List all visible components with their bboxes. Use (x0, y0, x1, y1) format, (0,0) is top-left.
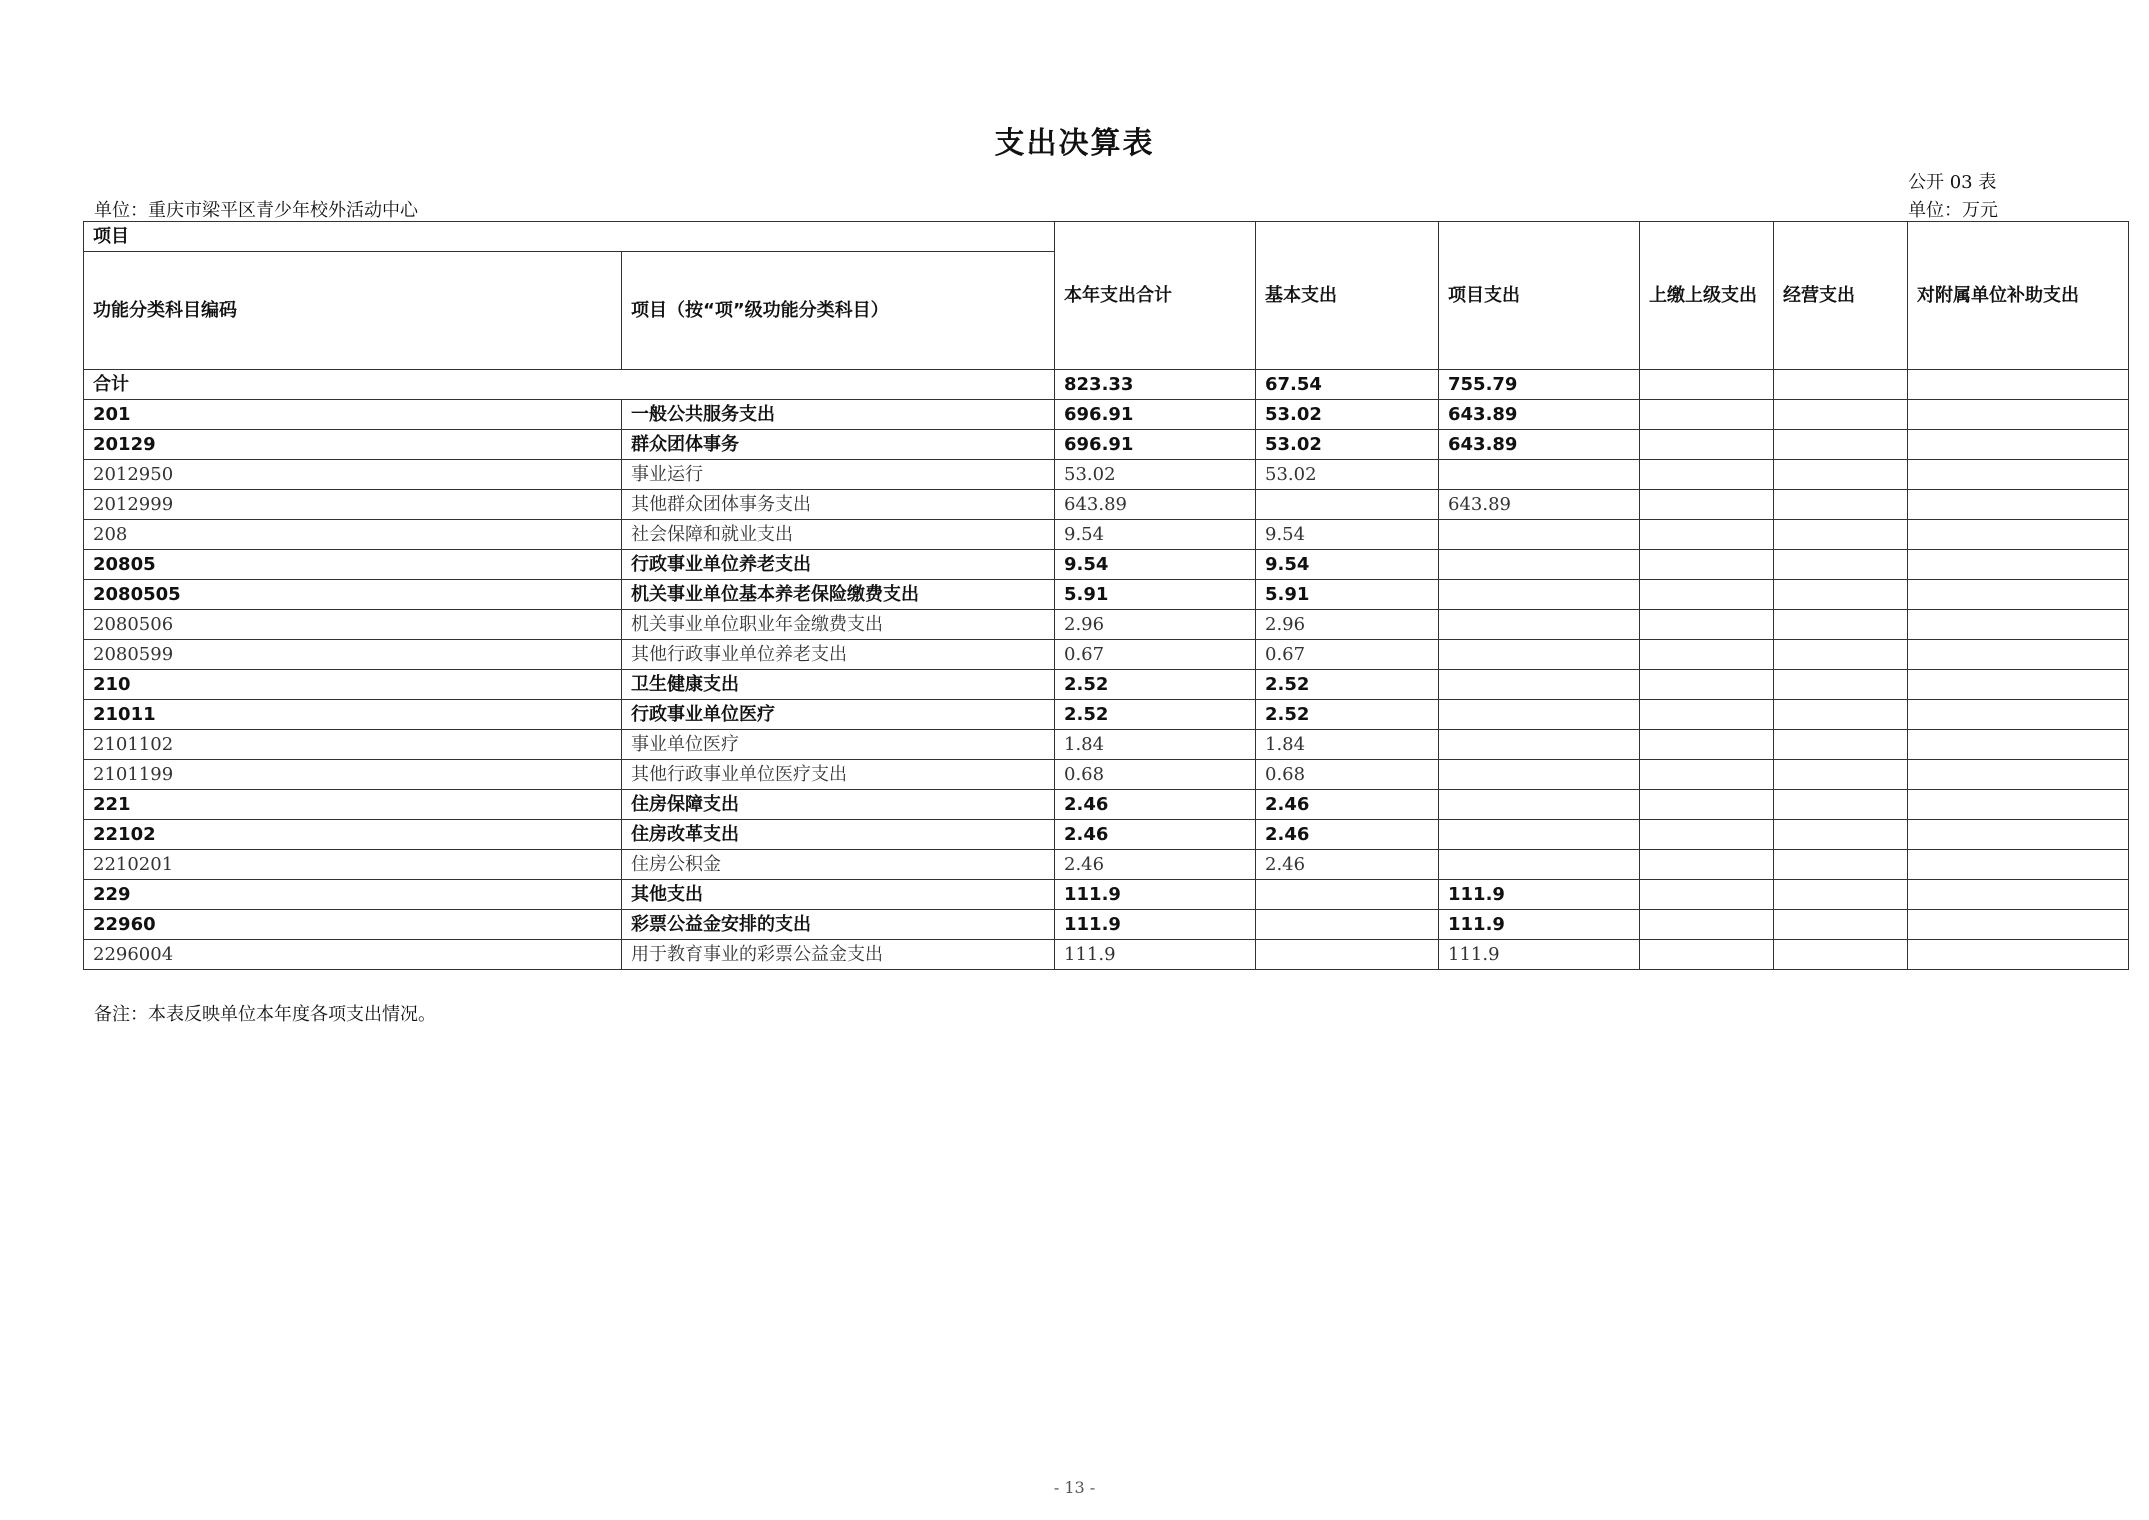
table-row (84, 490, 2129, 520)
code-cell: 20805 (84, 550, 622, 580)
name-cell: 事业运行 (622, 460, 1055, 490)
basic-cell: 53.02 (1256, 400, 1439, 430)
project-cell (1439, 610, 1640, 640)
total-cell: 111.9 (1055, 910, 1256, 940)
code-cell: 20129 (84, 430, 622, 460)
upper-cell (1640, 790, 1774, 820)
table-row (84, 790, 2129, 820)
total-cell: 9.54 (1055, 520, 1256, 550)
name-cell: 其他行政事业单位医疗支出 (622, 760, 1055, 790)
basic-cell: 5.91 (1256, 580, 1439, 610)
subsidy-cell (1908, 820, 2129, 850)
total-upper (1640, 370, 1774, 400)
upper-cell (1640, 850, 1774, 880)
total-cell: 0.67 (1055, 640, 1256, 670)
name-cell: 行政事业单位医疗 (622, 700, 1055, 730)
business-cell (1774, 730, 1908, 760)
upper-cell (1640, 580, 1774, 610)
project-cell (1439, 460, 1640, 490)
subsidy-cell (1908, 520, 2129, 550)
business-cell (1774, 550, 1908, 580)
upper-cell (1640, 700, 1774, 730)
upper-cell (1640, 460, 1774, 490)
total-subsidy (1908, 370, 2129, 400)
upper-cell (1640, 490, 1774, 520)
upper-cell (1640, 430, 1774, 460)
code-cell: 2080506 (84, 610, 622, 640)
business-cell (1774, 880, 1908, 910)
business-cell (1774, 640, 1908, 670)
upper-cell (1640, 760, 1774, 790)
basic-cell (1256, 490, 1439, 520)
code-cell: 2296004 (84, 940, 622, 970)
header-basic: 基本支出 (1256, 222, 1439, 370)
business-cell (1774, 430, 1908, 460)
table-row (84, 910, 2129, 940)
basic-cell: 2.96 (1256, 610, 1439, 640)
code-cell: 2080599 (84, 640, 622, 670)
name-cell: 住房保障支出 (622, 790, 1055, 820)
total-cell: 5.91 (1055, 580, 1256, 610)
business-cell (1774, 460, 1908, 490)
total-cell: 2.46 (1055, 850, 1256, 880)
total-cell: 0.68 (1055, 760, 1256, 790)
basic-cell: 2.52 (1256, 670, 1439, 700)
total-cell: 696.91 (1055, 430, 1256, 460)
unit-name: 单位：重庆市梁平区青少年校外活动中心 (94, 200, 418, 221)
total-row (84, 370, 2129, 400)
total-cell: 1.84 (1055, 730, 1256, 760)
name-cell: 住房改革支出 (622, 820, 1055, 850)
code-cell: 22960 (84, 910, 622, 940)
form-number: 公开 03 表 (1908, 172, 1997, 193)
name-cell: 事业单位医疗 (622, 730, 1055, 760)
project-cell (1439, 550, 1640, 580)
upper-cell (1640, 400, 1774, 430)
table-row (84, 850, 2129, 880)
total-cell: 111.9 (1055, 880, 1256, 910)
total-cell: 696.91 (1055, 400, 1256, 430)
business-cell (1774, 610, 1908, 640)
name-cell: 其他群众团体事务支出 (622, 490, 1055, 520)
basic-cell: 2.52 (1256, 700, 1439, 730)
total-cell: 111.9 (1055, 940, 1256, 970)
business-cell (1774, 700, 1908, 730)
basic-cell: 0.68 (1256, 760, 1439, 790)
basic-cell: 2.46 (1256, 820, 1439, 850)
name-cell: 卫生健康支出 (622, 670, 1055, 700)
code-cell: 210 (84, 670, 622, 700)
name-cell: 其他行政事业单位养老支出 (622, 640, 1055, 670)
table-row (84, 940, 2129, 970)
name-cell: 群众团体事务 (622, 430, 1055, 460)
subsidy-cell (1908, 850, 2129, 880)
project-cell (1439, 730, 1640, 760)
code-cell: 208 (84, 520, 622, 550)
project-cell (1439, 760, 1640, 790)
project-cell (1439, 640, 1640, 670)
total-business (1774, 370, 1908, 400)
total-cell: 53.02 (1055, 460, 1256, 490)
subsidy-cell (1908, 400, 2129, 430)
table-row (84, 550, 2129, 580)
table-row (84, 580, 2129, 610)
name-cell: 机关事业单位基本养老保险缴费支出 (622, 580, 1055, 610)
table-row (84, 820, 2129, 850)
project-cell (1439, 580, 1640, 610)
code-cell: 2012999 (84, 490, 622, 520)
upper-cell (1640, 640, 1774, 670)
upper-cell (1640, 880, 1774, 910)
business-cell (1774, 910, 1908, 940)
subsidy-cell (1908, 880, 2129, 910)
subsidy-cell (1908, 910, 2129, 940)
business-cell (1774, 490, 1908, 520)
header-upper: 上缴上级支出 (1640, 222, 1774, 370)
table-row (84, 610, 2129, 640)
total-cell: 2.46 (1055, 820, 1256, 850)
project-cell (1439, 520, 1640, 550)
total-basic: 67.54 (1256, 370, 1439, 400)
code-cell: 2012950 (84, 460, 622, 490)
project-cell (1439, 700, 1640, 730)
code-cell: 2101199 (84, 760, 622, 790)
business-cell (1774, 940, 1908, 970)
table-row (84, 760, 2129, 790)
business-cell (1774, 760, 1908, 790)
basic-cell: 2.46 (1256, 850, 1439, 880)
table-row (84, 700, 2129, 730)
name-cell: 用于教育事业的彩票公益金支出 (622, 940, 1055, 970)
subsidy-cell (1908, 490, 2129, 520)
subsidy-cell (1908, 460, 2129, 490)
total-amount: 823.33 (1055, 370, 1256, 400)
business-cell (1774, 580, 1908, 610)
upper-cell (1640, 550, 1774, 580)
currency-unit: 单位：万元 (1908, 200, 1998, 221)
name-cell: 社会保障和就业支出 (622, 520, 1055, 550)
header-subsidy: 对附属单位补助支出 (1908, 222, 2129, 370)
page-number: - 13 - (1053, 1478, 1096, 1497)
code-cell: 201 (84, 400, 622, 430)
table-row (84, 640, 2129, 670)
subsidy-cell (1908, 790, 2129, 820)
subsidy-cell (1908, 670, 2129, 700)
table-row (84, 460, 2129, 490)
table-row (84, 520, 2129, 550)
upper-cell (1640, 670, 1774, 700)
header-project-expense: 项目支出 (1439, 222, 1640, 370)
total-label: 合计 (84, 370, 1055, 400)
total-cell: 643.89 (1055, 490, 1256, 520)
project-cell: 111.9 (1439, 880, 1640, 910)
total-cell: 2.96 (1055, 610, 1256, 640)
header-project: 项目 (84, 222, 1055, 252)
upper-cell (1640, 730, 1774, 760)
business-cell (1774, 850, 1908, 880)
name-cell: 机关事业单位职业年金缴费支出 (622, 610, 1055, 640)
code-cell: 221 (84, 790, 622, 820)
basic-cell: 53.02 (1256, 430, 1439, 460)
project-cell (1439, 790, 1640, 820)
project-cell (1439, 820, 1640, 850)
business-cell (1774, 820, 1908, 850)
code-cell: 2101102 (84, 730, 622, 760)
upper-cell (1640, 910, 1774, 940)
basic-cell (1256, 880, 1439, 910)
table-note: 备注：本表反映单位本年度各项支出情况。 (94, 1004, 436, 1025)
code-cell: 2080505 (84, 580, 622, 610)
subsidy-cell (1908, 940, 2129, 970)
subsidy-cell (1908, 700, 2129, 730)
project-cell: 643.89 (1439, 400, 1640, 430)
subsidy-cell (1908, 760, 2129, 790)
table-row (84, 670, 2129, 700)
basic-cell: 2.46 (1256, 790, 1439, 820)
code-cell: 22102 (84, 820, 622, 850)
basic-cell (1256, 940, 1439, 970)
name-cell: 彩票公益金安排的支出 (622, 910, 1055, 940)
upper-cell (1640, 520, 1774, 550)
business-cell (1774, 520, 1908, 550)
basic-cell: 0.67 (1256, 640, 1439, 670)
table-row (84, 730, 2129, 760)
header-total: 本年支出合计 (1055, 222, 1256, 370)
upper-cell (1640, 940, 1774, 970)
business-cell (1774, 670, 1908, 700)
name-cell: 一般公共服务支出 (622, 400, 1055, 430)
code-cell: 2210201 (84, 850, 622, 880)
total-cell: 2.46 (1055, 790, 1256, 820)
business-cell (1774, 790, 1908, 820)
name-cell: 其他支出 (622, 880, 1055, 910)
table-row (84, 400, 2129, 430)
upper-cell (1640, 610, 1774, 640)
project-cell (1439, 670, 1640, 700)
subsidy-cell (1908, 550, 2129, 580)
table-row (84, 430, 2129, 460)
code-cell: 229 (84, 880, 622, 910)
project-cell: 643.89 (1439, 490, 1640, 520)
subsidy-cell (1908, 430, 2129, 460)
subsidy-cell (1908, 730, 2129, 760)
code-cell: 21011 (84, 700, 622, 730)
header-code: 功能分类科目编码 (84, 252, 622, 370)
table-row (84, 880, 2129, 910)
basic-cell: 53.02 (1256, 460, 1439, 490)
subsidy-cell (1908, 610, 2129, 640)
project-cell (1439, 850, 1640, 880)
project-cell: 111.9 (1439, 910, 1640, 940)
basic-cell: 1.84 (1256, 730, 1439, 760)
header-name: 项目（按“项”级功能分类科目） (622, 252, 1055, 370)
basic-cell: 9.54 (1256, 550, 1439, 580)
expense-table (83, 221, 2129, 970)
header-business: 经营支出 (1774, 222, 1908, 370)
basic-cell (1256, 910, 1439, 940)
business-cell (1774, 400, 1908, 430)
total-cell: 9.54 (1055, 550, 1256, 580)
project-cell: 643.89 (1439, 430, 1640, 460)
upper-cell (1640, 820, 1774, 850)
subsidy-cell (1908, 640, 2129, 670)
project-cell: 111.9 (1439, 940, 1640, 970)
name-cell: 行政事业单位养老支出 (622, 550, 1055, 580)
subsidy-cell (1908, 580, 2129, 610)
page-title: 支出决算表 (994, 126, 1155, 161)
total-cell: 2.52 (1055, 670, 1256, 700)
total-cell: 2.52 (1055, 700, 1256, 730)
name-cell: 住房公积金 (622, 850, 1055, 880)
basic-cell: 9.54 (1256, 520, 1439, 550)
total-project: 755.79 (1439, 370, 1640, 400)
